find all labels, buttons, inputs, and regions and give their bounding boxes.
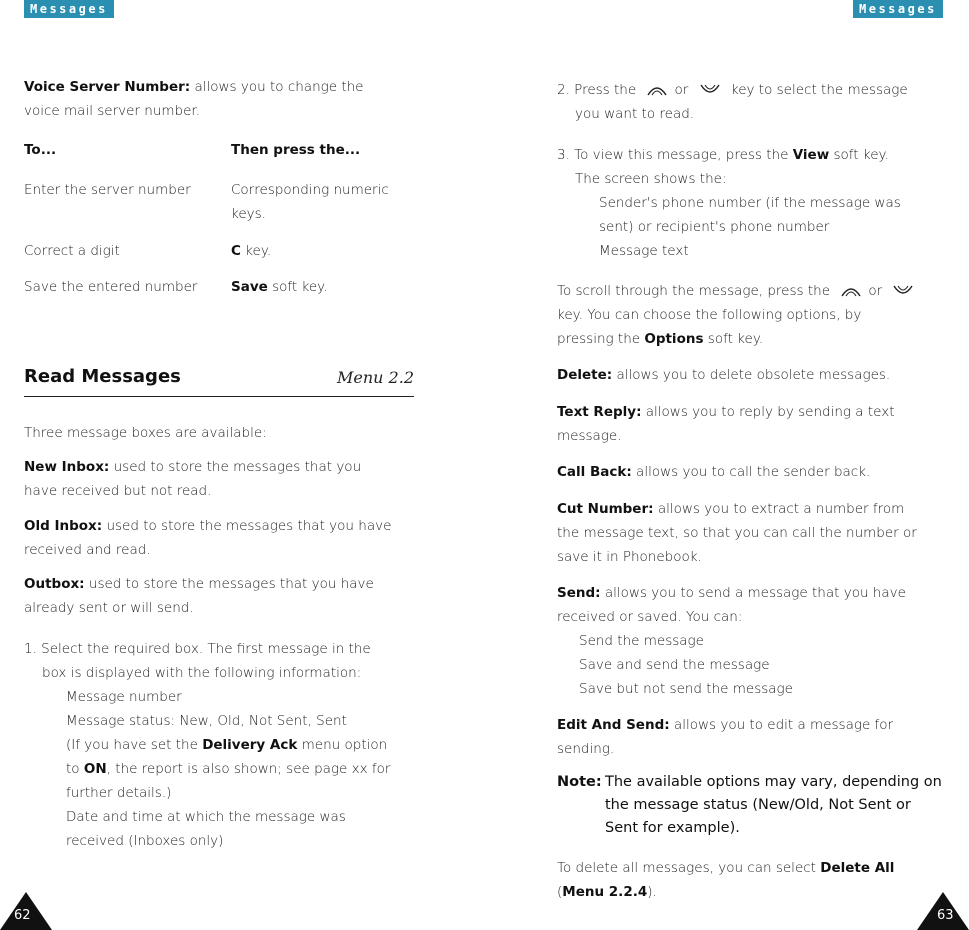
text-reply-label: Text Reply: [557,404,642,420]
text-reply-text-1: allows you to reply by sending a text [641,404,895,420]
voice-server-label: Voice Server Number: [24,79,191,95]
text-reply-option [557,400,949,448]
cut-number-text-3: save it in Phonebook. [557,549,702,565]
view-softkey-label: View [792,147,830,163]
step-2 [557,78,949,126]
step-2-a: 2. Press the [557,82,637,98]
step-2-or: or [674,82,689,98]
table-row-2-action: Correct a digit [24,243,120,259]
step-1-line-2: box is displayed with the following information: [42,665,362,681]
delete-text: allows you to delete obsolete messages. [612,367,891,383]
step-1-line-1: 1. Select the required box. The first message in the [24,641,371,657]
send-item-2: Save and send the message [579,657,770,673]
call-back-option [557,460,949,484]
table-row-2-key-text: key. [240,243,272,259]
step-1-item-1: Message number [66,689,182,705]
step-3-item-3: Message text [599,243,689,259]
old-inbox-text-1: used to store the messages that you have [102,518,392,534]
table-head-col2: Then press the... [231,142,361,158]
step-1-item-4a: to [66,761,84,777]
outbox-text-1: used to store the messages that you have [84,576,374,592]
delete-all-paragraph [557,856,949,904]
call-back-label: Call Back: [557,464,632,480]
step-1-item-2: Message status: New, Old, Not Sent, Sent [66,713,347,729]
old-inbox-text-2: received and read. [24,542,151,558]
delete-all-label: Delete All [820,860,895,876]
step-1-item-3 [24,733,416,757]
on-label: ON [83,761,107,777]
table-row-1-key [231,178,416,226]
delivery-ack-label: Delivery Ack [202,737,298,753]
step-1 [24,637,416,853]
section-menu-ref: Menu 2.2 [337,368,414,387]
step-1-item-4c: , the report is also shown; see page xx for [106,761,391,777]
menu-ref-label: Menu 2.2.4 [562,884,648,900]
scroll-line-1 [557,279,949,303]
table-row-3-key-text: soft key. [267,279,328,295]
page-number-left: 62 [14,908,31,923]
section-title: Read Messages [24,366,181,387]
scroll-line-3 [557,327,949,351]
step-1-item-3c: menu option [297,737,388,753]
step-1-item-6: Date and time at which the message was [66,809,346,825]
down-key-icon-2 [892,284,914,298]
new-inbox-text-2: have received but not read. [24,483,212,499]
step-3-a: 3. To view this message, press the [557,147,793,163]
scroll-c: pressing the [557,331,645,347]
step-1-item-7: received (Inboxes only) [66,833,224,849]
step-1-item-3a: (If you have set the [66,737,203,753]
table-row-3-key-bold: Save [231,279,268,295]
step-3-b: soft key. [829,147,889,163]
delete-all-a: To delete all messages, you can select [557,860,821,876]
table-row-3-key [231,275,416,299]
delete-all-e: ). [647,884,657,900]
outbox-label: Outbox: [24,576,85,592]
send-item-1: Send the message [579,633,704,649]
options-softkey-label: Options [644,331,704,347]
note-text [605,771,952,840]
step-3-line-2: The screen shows the: [575,171,727,187]
old-inbox-paragraph [24,514,416,562]
table-row-2-key [231,239,416,263]
new-inbox-label: New Inbox: [24,459,110,475]
note-label: Note: [557,774,602,790]
edit-send-option [557,713,949,761]
step-2-line-2: you want to read. [575,106,695,122]
outbox-text-2: already sent or will send. [24,600,194,616]
new-inbox-text-1: used to store the messages that you [109,459,362,475]
call-back-text: allows you to call the sender back. [631,464,871,480]
table-row-2-key-bold: C [231,243,241,259]
cut-number-option [557,497,949,569]
delete-label: Delete: [557,367,613,383]
note-line-3: Sent for example). [605,820,740,836]
table-row-1-action: Enter the server number [24,182,191,198]
outbox-paragraph [24,572,416,620]
intro-text: Three message boxes are available: [24,425,267,441]
table-row-1-key-text-2: keys. [231,206,266,222]
send-label: Send: [557,585,601,601]
edit-send-text-1: allows you to edit a message for [669,717,894,733]
note-line-1: The available options may vary, depending on [605,774,942,790]
scroll-a: To scroll through the message, press the [557,283,831,299]
step-3 [557,143,949,263]
page-number-right: 63 [937,908,954,923]
step-2-line-1 [557,78,949,102]
table-row-3-action: Save the entered number [24,279,198,295]
note-line-2: the message status (New/Old, Not Sent or [605,797,911,813]
send-item-3: Save but not send the message [579,681,793,697]
edit-send-label: Edit And Send: [557,717,670,733]
note-box [557,771,952,840]
step-3-item-2: sent) or recipient's phone number [599,219,830,235]
text-reply-text-2: message. [557,428,622,444]
table-row-1-key-text: Corresponding numeric [231,182,389,198]
scroll-paragraph [557,279,949,351]
voice-server-text-2: voice mail server number. [24,103,201,119]
step-1-item-4 [24,757,416,781]
delete-all-c: ( [557,884,563,900]
step-1-item-5: further details.) [66,785,172,801]
send-line-1 [557,581,949,605]
step-3-line-1 [557,143,949,167]
step-2-b: key to select the message [730,82,908,98]
header-tab-left: Messages [24,0,114,18]
header-tab-right: Messages [853,0,943,18]
send-text-1: allows you to send a message that you have [600,585,906,601]
cut-number-text-2: the message text, so that you can call the number or [557,525,917,541]
voice-server-paragraph [24,75,416,123]
up-key-icon-2 [840,284,862,298]
delete-option [557,363,949,387]
step-3-item-1: Sender's phone number (if the message was [599,195,901,211]
old-inbox-label: Old Inbox: [24,518,103,534]
up-key-icon [646,83,668,97]
cut-number-text-1: allows you to extract a number from [653,501,905,517]
send-line-2: received or saved. You can: [557,609,743,625]
send-option [557,581,949,701]
scroll-or: or [868,283,883,299]
scroll-d: soft key. [703,331,764,347]
voice-server-text-1: allows you to change the [190,79,364,95]
cut-number-label: Cut Number: [557,501,654,517]
section-heading [24,366,414,397]
new-inbox-paragraph [24,455,416,503]
scroll-line-2: key. You can choose the following options, by [557,307,862,323]
down-key-icon [699,83,721,97]
edit-send-text-2: sending. [557,741,615,757]
table-head-col1: To... [24,142,57,158]
